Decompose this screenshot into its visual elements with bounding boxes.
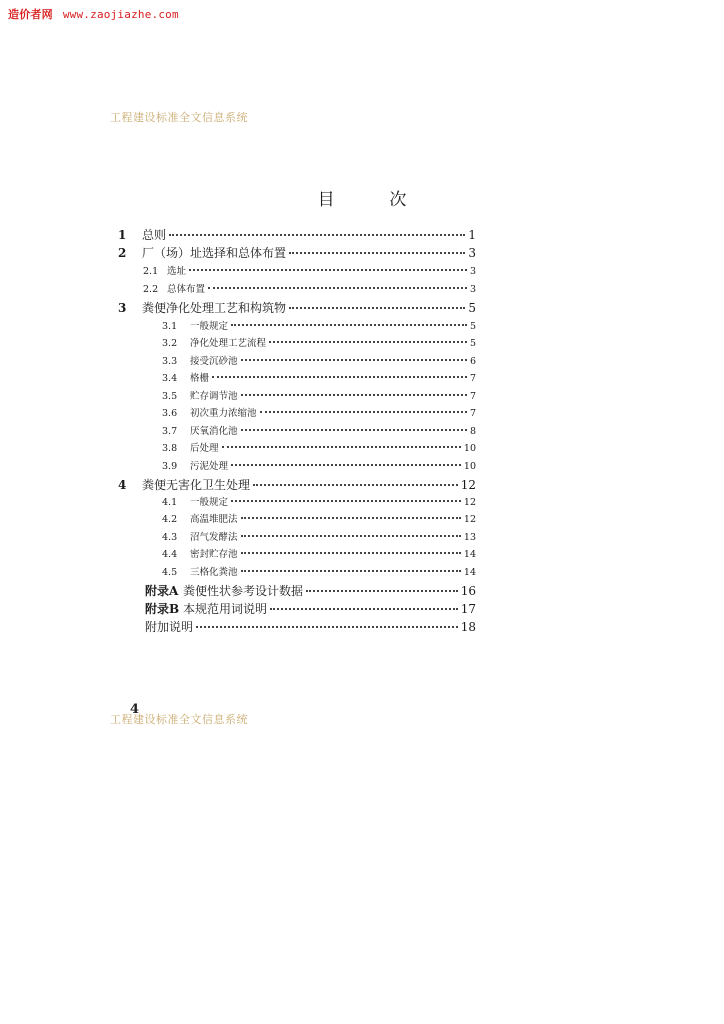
toc-leader-dots [289, 252, 465, 254]
toc-entry[interactable] [145, 582, 476, 600]
toc-entry-label: 总体布置 [167, 284, 206, 295]
toc-entry-number: 4.1 [162, 497, 178, 508]
toc-entry[interactable] [162, 423, 476, 439]
toc-entry-label: 接受沉砂池 [190, 356, 238, 367]
toc-entry[interactable] [143, 281, 476, 297]
toc-entry-number: 3.7 [162, 426, 178, 437]
toc-entry-label: 沼气发酵法 [190, 532, 238, 543]
toc-entry[interactable] [162, 318, 476, 334]
toc-leader-dots [208, 287, 467, 289]
toc-entry[interactable] [145, 618, 476, 636]
toc-entry-page: 10 [463, 443, 476, 454]
toc-entry-page: 7 [469, 408, 476, 419]
toc-entry-label: 厌氧消化池 [190, 426, 238, 437]
toc-entry[interactable] [162, 353, 476, 369]
toc-entry-page: 16 [460, 584, 476, 598]
toc-entry-label: 后处理 [190, 443, 219, 454]
toc-leader-dots [196, 626, 458, 628]
watermark-bottom: 工程建设标准全文信息系统 [110, 713, 248, 726]
toc-entry-page: 14 [463, 549, 476, 560]
toc-entry[interactable] [118, 299, 476, 317]
toc-title-left: 目 [317, 190, 335, 210]
toc-entry-label: 净化处理工艺流程 [190, 338, 267, 349]
toc-title [0, 185, 724, 210]
toc-entry[interactable] [118, 244, 476, 262]
toc-entry-page: 8 [469, 426, 476, 437]
toc-leader-dots [241, 429, 467, 431]
site-url[interactable]: www.zaojiazhe.com [62, 8, 179, 21]
toc-title-right: 次 [389, 190, 407, 210]
toc-entry-label: 一般规定 [190, 497, 229, 508]
toc-entry-page: 3 [468, 246, 476, 260]
toc-entry-page: 1 [468, 228, 476, 242]
toc-entry-page: 18 [460, 620, 476, 634]
toc-leader-dots [231, 324, 467, 326]
toc-leader-dots [231, 464, 461, 466]
toc-entry-page: 7 [469, 373, 476, 384]
toc-entry[interactable] [162, 546, 476, 562]
toc-leader-dots [306, 590, 458, 592]
toc-leader-dots [241, 394, 467, 396]
toc-entry-number: 4.3 [162, 532, 178, 543]
toc-entry-label: 高温堆肥法 [190, 514, 238, 525]
toc-entry[interactable] [162, 370, 476, 386]
toc-entry-label: 污泥处理 [190, 461, 229, 472]
toc-entry[interactable] [162, 458, 476, 474]
toc-entry-page: 3 [469, 266, 476, 277]
toc-entry-number: 2.1 [143, 266, 159, 277]
toc-leader-dots [231, 500, 461, 502]
toc-entry-page: 13 [463, 532, 476, 543]
toc-entry-page: 3 [469, 284, 476, 295]
toc-entry-page: 7 [469, 391, 476, 402]
toc-entry-label: 本规范用词说明 [183, 602, 268, 616]
toc-entry-page: 10 [463, 461, 476, 472]
site-name: 造价者网 [8, 8, 53, 21]
toc-entry-number: 4 [118, 478, 127, 492]
toc-leader-dots [241, 359, 467, 361]
toc-entry[interactable] [143, 263, 476, 279]
toc-entry[interactable] [118, 226, 476, 244]
toc-entry[interactable] [145, 600, 476, 618]
toc-entry-page: 5 [469, 321, 476, 332]
toc-entry-number: 3.6 [162, 408, 178, 419]
toc-entry-page: 17 [460, 602, 476, 616]
toc-entry[interactable] [162, 335, 476, 351]
toc-entry-label: 贮存调节池 [190, 391, 238, 402]
toc-entry-number: 2 [118, 246, 127, 260]
toc-entry[interactable] [162, 405, 476, 421]
toc-leader-dots [222, 446, 461, 448]
toc-entry-number: 3.9 [162, 461, 178, 472]
toc-entry-page: 5 [468, 301, 476, 315]
toc-entry-number: 3.8 [162, 443, 178, 454]
toc-entry[interactable] [118, 476, 476, 494]
toc-entry-page: 12 [460, 478, 476, 492]
site-header [8, 6, 179, 22]
toc-entry-label: 粪便性状参考设计数据 [183, 584, 304, 598]
toc-entry-number: 3.1 [162, 321, 178, 332]
toc-entry-label: 选址 [167, 266, 187, 277]
toc-entry-page: 5 [469, 338, 476, 349]
toc-leader-dots [269, 341, 467, 343]
toc-leader-dots [241, 552, 461, 554]
toc-entry-number: 附录A [145, 584, 179, 598]
toc-entry[interactable] [162, 388, 476, 404]
toc-entry-label: 总则 [142, 228, 167, 242]
toc-entry-page: 12 [463, 514, 476, 525]
toc-entry-label: 一般规定 [190, 321, 229, 332]
toc-entry-label: 格栅 [190, 373, 210, 384]
toc-entry-page: 14 [463, 567, 476, 578]
toc-entry-page: 6 [469, 356, 476, 367]
toc-entry-label: 密封贮存池 [190, 549, 238, 560]
toc-leader-dots [189, 269, 467, 271]
page-number: 4 [130, 702, 140, 717]
toc-entry-label: 三格化粪池 [190, 567, 238, 578]
toc-entry[interactable] [162, 511, 476, 527]
toc-entry-number: 3.4 [162, 373, 178, 384]
toc-entry-label: 厂（场）址选择和总体布置 [142, 246, 287, 260]
toc-entry-number: 附录B [145, 602, 180, 616]
toc-entry-number: 4.4 [162, 549, 178, 560]
toc-entry-label: 粪便无害化卫生处理 [142, 478, 251, 492]
toc-entry-number: 3.5 [162, 391, 178, 402]
toc-leader-dots [270, 608, 458, 610]
watermark-top: 工程建设标准全文信息系统 [110, 111, 248, 124]
toc-leader-dots [212, 376, 467, 378]
toc-entry-number: 1 [118, 228, 127, 242]
toc-leader-dots [241, 535, 461, 537]
toc-entry-page: 12 [463, 497, 476, 508]
toc-leader-dots [241, 570, 461, 572]
toc-entry-number: 4.5 [162, 567, 178, 578]
toc-entry-number: 4.2 [162, 514, 178, 525]
toc-entry-label: 初次重力浓缩池 [190, 408, 257, 419]
toc-entry-number: 3 [118, 301, 127, 315]
toc-leader-dots [260, 411, 467, 413]
toc-leader-dots [241, 517, 461, 519]
toc-leader-dots [289, 307, 465, 309]
toc-entry-number: 2.2 [143, 284, 159, 295]
toc-entry[interactable] [162, 564, 476, 580]
toc-entry-label: 粪便净化处理工艺和构筑物 [142, 301, 287, 315]
toc-entry[interactable] [162, 494, 476, 510]
toc-entry[interactable] [162, 529, 476, 545]
toc-leader-dots [253, 484, 458, 486]
toc-entry-label: 附加说明 [145, 620, 194, 634]
toc-entry-number: 3.3 [162, 356, 178, 367]
toc-entry[interactable] [162, 440, 476, 456]
toc-entry-number: 3.2 [162, 338, 178, 349]
toc-leader-dots [169, 234, 465, 236]
